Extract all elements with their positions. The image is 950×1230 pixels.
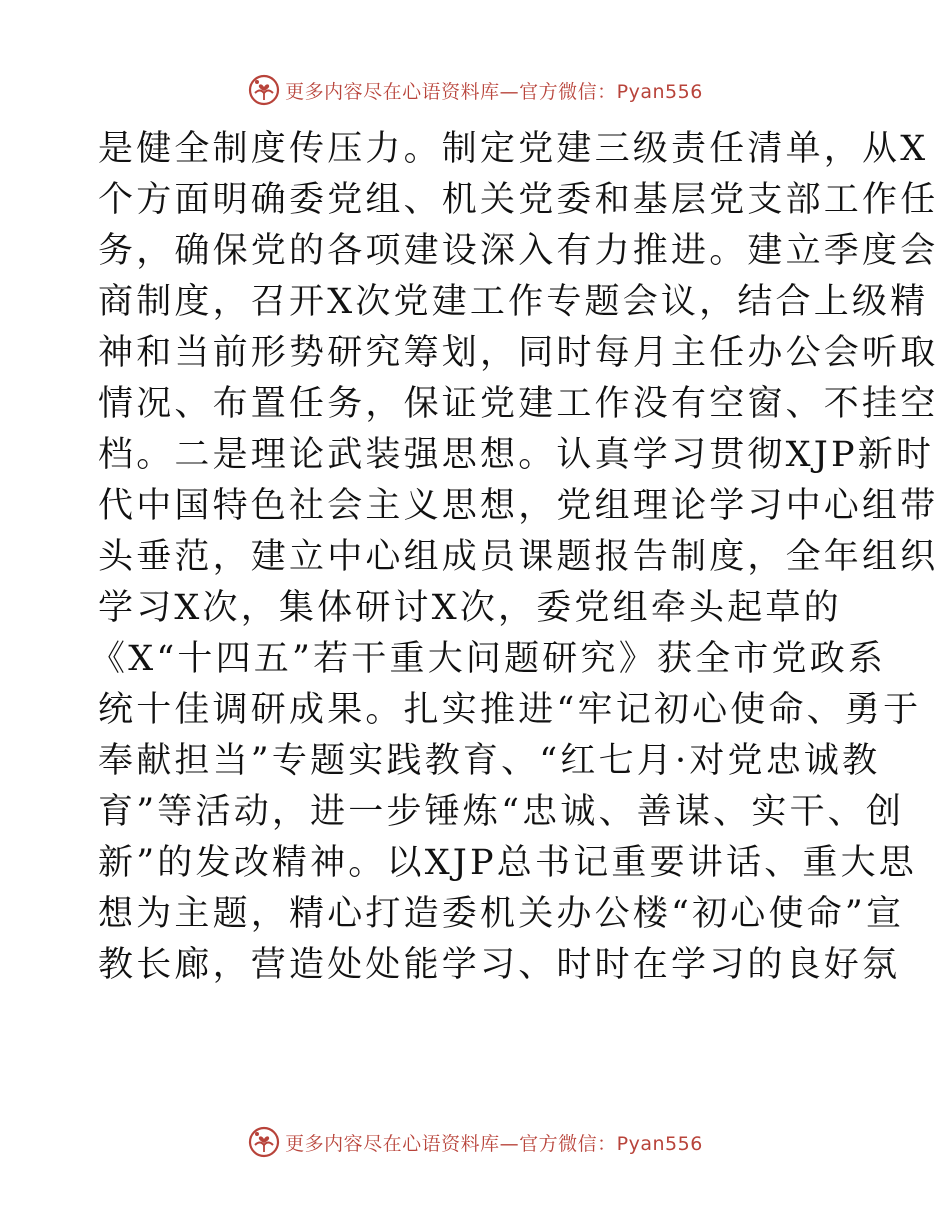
text-line: 务，确保党的各项建设深入有力推进。建立季度会 [98, 231, 939, 271]
text-line: 档。二是理论武装强思想。认真学习贯彻XJP新时 [98, 435, 935, 475]
text-line: 奉献担当”专题实践教育、“红七月·对党忠诚教 [98, 741, 881, 781]
text-line: 想为主题，精心打造委机关办公楼“初心使命”宣 [98, 894, 905, 934]
text-line: 代中国特色社会主义思想，党组理论学习中心组带 [98, 486, 939, 526]
text-line: 是健全制度传压力。制定党建三级责任清单，从X [98, 129, 929, 169]
text-line: 学习X次，集体研讨X次，委党组牵头起草的 [98, 588, 842, 628]
text-line: 神和当前形势研究筹划，同时每月主任办公会听取 [98, 333, 939, 373]
text-line: 育”等活动，进一步锤炼“忠诚、善谋、实干、创 [98, 792, 905, 832]
text-line: 个方面明确委党组、机关党委和基层党支部工作任 [98, 180, 939, 220]
open-book-heart-icon [247, 73, 281, 107]
text-line: 教长廊，营造处处能学习、时时在学习的良好氛 [98, 945, 901, 985]
document-body [90, 124, 939, 991]
text-line: 情况、布置任务，保证党建工作没有空窗、不挂空 [98, 384, 939, 424]
header-banner [0, 70, 950, 110]
text-line: 商制度，召开X次党建工作专题会议，结合上级精 [98, 282, 929, 322]
text-line: 新”的发改精神。以XJP总书记重要讲话、重大思 [98, 843, 917, 883]
open-book-heart-icon [247, 1125, 281, 1159]
footer-text: 更多内容尽在心语资料库—官方微信：Pyan556 [285, 1132, 703, 1155]
text-line: 统十佳调研成果。扎实推进“牢记初心使命、勇于 [98, 690, 922, 730]
text-line: 头垂范，建立中心组成员课题报告制度，全年组织 [98, 537, 939, 577]
footer-banner [0, 1122, 950, 1162]
header-text: 更多内容尽在心语资料库—官方微信：Pyan556 [285, 80, 703, 103]
text-line: 《X“十四五”若干重大问题研究》获全市党政系 [90, 639, 887, 679]
